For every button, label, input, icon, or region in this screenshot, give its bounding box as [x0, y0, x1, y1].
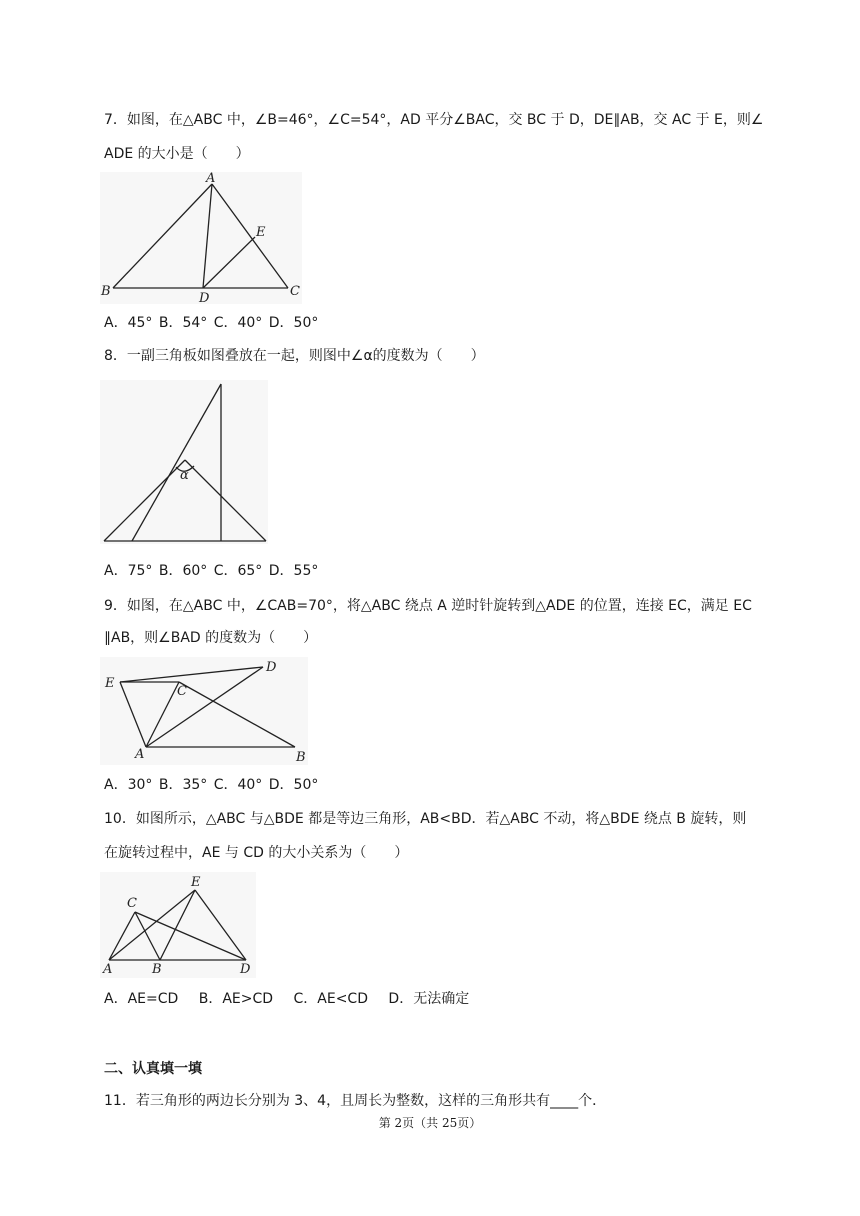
q9-label-e: E [105, 676, 115, 691]
q10-label-c: C [127, 896, 137, 911]
section-title: 二、认真填一填 [104, 1061, 202, 1077]
q7-label-a: A [206, 172, 216, 186]
q9-figure [100, 657, 308, 765]
q10-label-a: A [103, 962, 113, 977]
q10-options: A．AE=CD B．AE>CD C．AE<CD D．无法确定 [104, 991, 470, 1007]
q7-stem-line2: ADE 的大小是（ ） [104, 146, 250, 162]
q8-figure [100, 380, 268, 544]
q10-label-b: B [152, 962, 162, 977]
q8-label-alpha: α [180, 468, 189, 483]
q9-label-c: C [177, 684, 187, 699]
q9-stem-line2: ∥AB，则∠BAD 的度数为（ ） [104, 630, 318, 646]
q7-label-d: D [199, 291, 210, 304]
q9-label-d: D [266, 660, 277, 675]
q10-stem-line1: 10．如图所示，△ABC 与△BDE 都是等边三角形，AB<BD．若△ABC 不动，将△BDE 绕点 B 旋转，则 [104, 811, 747, 827]
q7-label-c: C [290, 284, 300, 299]
q8-options: A．75° B．60° C．65° D．55° [104, 563, 319, 579]
q9-options: A．30° B．35° C．40° D．50° [104, 777, 319, 793]
q10-stem-line2: 在旋转过程中，AE 与 CD 的大小关系为（ ） [104, 845, 409, 861]
q8-stem: 8．一副三角板如图叠放在一起，则图中∠α的度数为（ ） [104, 348, 485, 364]
page-footer: 第 2页（共 25页） [378, 1116, 482, 1130]
q7-stem-line1: 7．如图，在△ABC 中，∠B=46°，∠C=54°，AD 平分∠BAC，交 BC 于 D，DE∥AB，交 AC 于 E，则∠ [104, 112, 764, 128]
q10-label-e: E [191, 875, 201, 890]
q7-label-e: E [256, 225, 266, 240]
q9-label-a: A [135, 747, 145, 762]
q7-label-b: B [101, 284, 111, 299]
q9-stem-line1: 9．如图，在△ABC 中，∠CAB=70°，将△ABC 绕点 A 逆时针旋转到△ADE 的位置，连接 EC，满足 EC [104, 598, 752, 614]
q10-label-d: D [240, 962, 251, 977]
q7-options: A．45° B．54° C．40° D．50° [104, 315, 319, 331]
q9-label-b: B [296, 750, 306, 765]
q11-stem: 11．若三角形的两边长分别为 3、4，且周长为整数，这样的三角形共有____个． [104, 1093, 607, 1109]
q10-figure [100, 872, 256, 978]
q7-figure [100, 172, 302, 304]
